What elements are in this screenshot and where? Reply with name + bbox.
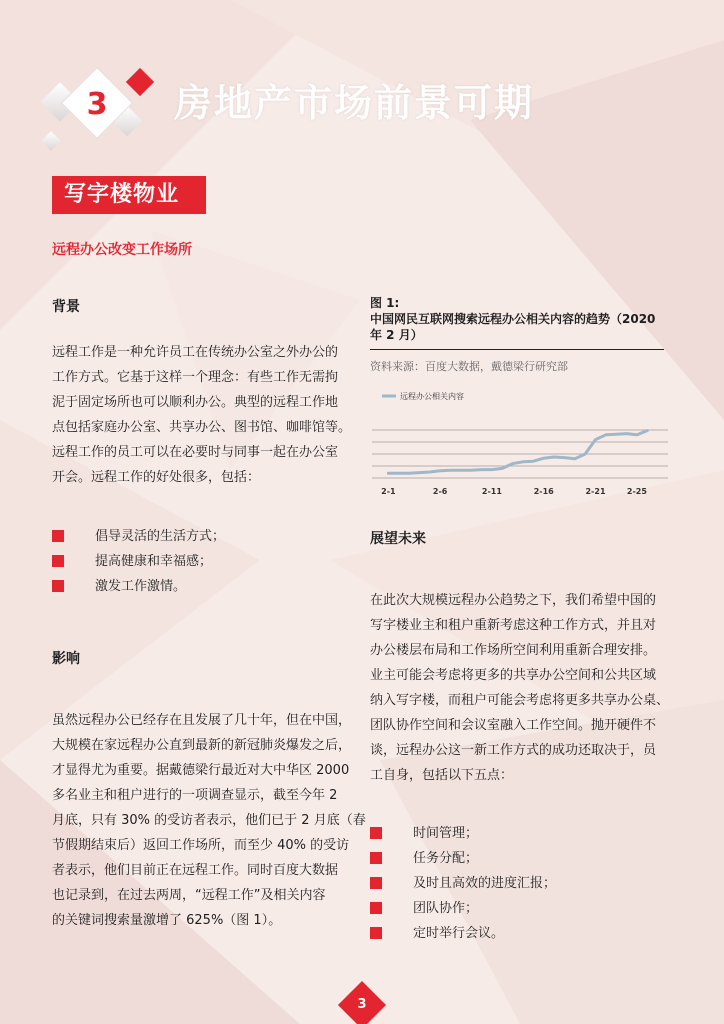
figure-title-line: 中国网民互联网搜索远程办公相关内容的趋势（2020 [370,312,656,326]
impact-paragraph [52,708,366,933]
figure-divider [370,349,664,350]
outlook-heading: 展望未来 [370,531,426,547]
section-subtitle: 远程办公改变工作场所 [52,242,192,258]
paragraph-line: 泥于固定场所也可以顺利办公。典型的远程工作地 [52,395,339,410]
paragraph-line: 纳入写字楼，而租户可能会考虑将更多共享办公桌、 [370,693,670,708]
chart-x-tick-label: 2-6 [432,487,448,496]
section-banner: 写字楼物业 [52,176,206,214]
paragraph-line: 的关键词搜索量激增了 625%（图 1）。 [52,913,282,928]
paragraph-line: 远程工作是一种允许员工在传统办公室之外办公的 [52,345,339,360]
paragraph-line: 节假期结束后）返回工作场所，而至少 40% 的受访 [52,838,350,853]
chart-legend-label: 远程办公相关内容 [400,392,464,401]
paragraph-line: 办公楼层布局和工作场所空间利用重新合理安排。 [370,643,657,658]
paragraph-line: 工作方式。它基于这样一个理念：有些工作无需拘 [52,370,339,385]
bullet-square-icon [52,580,64,592]
bullet-square-icon [370,902,382,914]
paragraph-line: 虽然远程办公已经存在且发展了几十年，但在中国， [52,713,352,728]
bullet-square-icon [370,927,382,939]
bullet-square-icon [370,852,382,864]
bullet-square-icon [370,827,382,839]
bullet-square-icon [52,530,64,542]
paragraph-line: 远程工作的员工可以在必要时与同事一起在办公室 [52,445,339,460]
paragraph-line: 多名业主和租户进行的一项调查显示，截至今年 2 [52,788,338,803]
paragraph-line: 也记录到，在过去两周，“远程工作”及相关内容 [52,888,326,903]
page-number: 3 [357,997,367,1012]
paragraph-line: 开会。远程工作的好处很多，包括： [52,470,261,485]
chapter-number: 3 [86,87,108,122]
figure-source: 资料来源：百度大数据，戴德梁行研究部 [370,360,568,373]
impact-heading: 影响 [52,651,80,667]
paragraph-line: 点包括家庭办公室、共享办公、图书馆、咖啡馆等。 [52,420,352,435]
chapter-badge [30,58,170,158]
paragraph-line: 在此次大规模远程办公趋势之下，我们希望中国的 [370,593,657,608]
page-title: 房地产市场前景可期 [174,81,535,125]
chart-x-tick-label: 2-21 [585,487,606,496]
paragraph-line: 团队协作空间和会议室融入工作空间。抛开硬件不 [370,718,657,733]
background-heading: 背景 [52,299,80,315]
paragraph-line: 者表示，他们目前正在远程工作。同时百度大数据 [52,863,339,878]
paragraph-line: 大规模在家远程办公直到最新的新冠肺炎爆发之后， [52,738,352,753]
paragraph-line: 工自身，包括以下五点： [370,768,514,783]
chart-x-tick-label: 2-11 [481,487,502,496]
paragraph-line: 谈，远程办公这一新工作方式的成功还取决于，员 [370,743,657,758]
chart-x-tick-label: 2-25 [626,487,647,496]
chart-x-tick-label: 2-1 [381,487,396,496]
paragraph-line: 月底，只有 30% 的受访者表示，他们已于 2 月底（春 [52,813,366,828]
bullet-square-icon [370,877,382,889]
figure-number: 图 1: [370,296,400,310]
paragraph-line: 业主可能会考虑将更多的共享办公空间和公共区域 [370,668,657,683]
figure-title-line: 年 2 月） [370,328,423,342]
trend-line-chart [370,382,670,500]
chart-x-tick-label: 2-16 [533,487,554,496]
background-paragraph [52,340,351,490]
paragraph-line: 写字楼业主和租户重新考虑这种工作方式，并且对 [370,618,657,633]
paragraph-line: 才显得尤为重要。据戴德梁行最近对大中华区 2000 [52,763,350,778]
chart-series-line [388,431,647,474]
outlook-paragraph [370,588,669,788]
bullet-square-icon [52,555,64,567]
figure-title [370,311,670,343]
